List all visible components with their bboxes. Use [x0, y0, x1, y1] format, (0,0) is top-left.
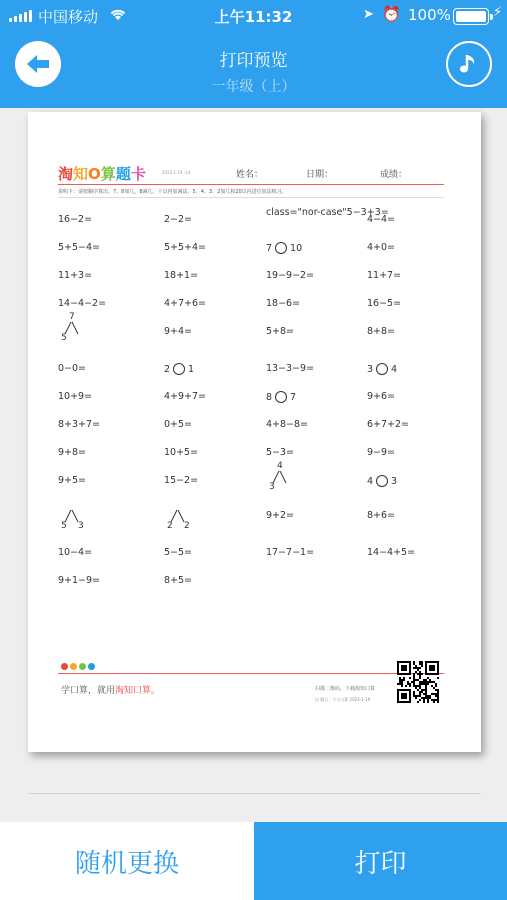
problem-item: 8+6= — [367, 510, 396, 521]
problem-item: 4+8−8= — [266, 419, 309, 430]
problem-item: 5+8= — [266, 326, 295, 337]
problem-item: class="nor-case"5−3+3= — [266, 207, 389, 218]
problem-item: 4 3 — [367, 476, 398, 487]
worksheet-logo: 淘知O算题卡 — [58, 165, 146, 183]
problem-item: 9+1−9= — [58, 575, 101, 586]
problem-item: 4+9+7= — [164, 391, 207, 402]
number-bond-tree: 5 3 — [58, 500, 88, 532]
problem-item: 8+5= — [164, 575, 193, 586]
problem-item: 9+4= — [164, 326, 193, 337]
problem-item: 18−6= — [266, 298, 301, 309]
nav-bar — [0, 32, 507, 108]
problem-item: 5−3= — [266, 447, 295, 458]
preview-area[interactable] — [0, 108, 507, 822]
problem-item: 8+3+7= — [58, 419, 101, 430]
page-title: 打印预览 — [219, 51, 288, 71]
problem-item: 14−4−2= — [58, 298, 107, 309]
problem-item: 18+1= — [164, 270, 199, 281]
charging-bolt-icon: ⚡ — [493, 5, 503, 20]
instructions-rule — [58, 197, 444, 198]
problem-item: 2 1 — [164, 364, 195, 375]
compare-circle-icon — [275, 242, 287, 254]
battery-percent: 100% — [408, 6, 451, 24]
status-time: 上午11:32 — [214, 8, 293, 26]
problem-item: 16−2= — [58, 214, 93, 225]
compare-circle-icon — [376, 363, 388, 375]
footer-logo-dots — [61, 663, 95, 670]
worksheet-header-meta: 2023.1.19 ·14· — [162, 170, 192, 175]
problem-item: 5+5+4= — [164, 242, 207, 253]
problem-item: 9+5= — [58, 475, 87, 486]
random-replace-button[interactable]: 随机更换 — [0, 822, 254, 900]
compare-circle-icon — [275, 391, 287, 403]
qr-code-icon — [397, 661, 439, 703]
problem-item: 4+0= — [367, 242, 396, 253]
grade-subtitle[interactable]: 一年级（上） — [211, 79, 296, 95]
score-field-label: 成绩： — [380, 170, 408, 180]
problem-item: 16−5= — [367, 298, 402, 309]
problem-item: 5+5−4= — [58, 242, 101, 253]
problem-item: 19−9−2= — [266, 270, 315, 281]
worksheet-page — [28, 112, 481, 752]
problem-item: 9+2= — [266, 510, 295, 521]
compare-circle-icon — [173, 363, 185, 375]
problem-item: 8+8= — [367, 326, 396, 337]
problem-item: 0−0= — [58, 363, 87, 374]
problem-item: 10+5= — [164, 447, 199, 458]
number-bond-tree: 4 3 — [266, 461, 296, 493]
problem-item: 9+8= — [58, 447, 87, 458]
problem-item: 5−5= — [164, 547, 193, 558]
problem-item: 10+9= — [58, 391, 93, 402]
problem-item: 4−4= — [367, 214, 396, 225]
problem-item: 15−2= — [164, 475, 199, 486]
problem-item: 11+3= — [58, 270, 93, 281]
music-button[interactable] — [446, 41, 492, 87]
scan-qr-text: 扫描二维码，下载淘知口算 — [315, 686, 376, 692]
location-arrow-icon: ➤ — [363, 7, 374, 22]
print-button[interactable]: 打印 — [254, 822, 507, 900]
problem-item: 9+6= — [367, 391, 396, 402]
problem-item: 0+5= — [164, 419, 193, 430]
problem-item: 9−9= — [367, 447, 396, 458]
problem-item: 13−3−9= — [266, 363, 315, 374]
problem-item: 2−2= — [164, 214, 193, 225]
compare-circle-icon — [376, 475, 388, 487]
header-rule — [58, 184, 444, 185]
footer-rule — [58, 673, 444, 674]
battery-icon — [453, 8, 489, 25]
problem-item: 10−4= — [58, 547, 93, 558]
music-note-icon — [456, 51, 482, 77]
number-bond-tree: 7 5 — [58, 312, 88, 344]
problem-item: 7 10 — [266, 243, 303, 254]
problem-item: 4+7+6= — [164, 298, 207, 309]
name-field-label: 姓名： — [236, 170, 264, 180]
problem-item: 3 4 — [367, 364, 398, 375]
status-bar — [0, 0, 507, 32]
date-field-label: 日期： — [306, 170, 334, 180]
carrier-label: 中国移动 — [38, 8, 99, 26]
problem-item: 17−7−1= — [266, 547, 315, 558]
alarm-clock-icon: ⏰ — [382, 5, 401, 23]
scan-qr-subtext: 出 题日：个人口算 2023-1-19 — [315, 697, 371, 702]
number-bond-tree: 2 2 — [164, 500, 194, 532]
problem-item: 6+7+2= — [367, 419, 410, 430]
problem-item: 14−4+5= — [367, 547, 416, 558]
preview-divider — [28, 793, 481, 794]
worksheet-instructions: 说明卡：请按顺序算出，7、8加几，8减几，十以内加减法，5、4、3、2加几和20以内进位加法练习。 — [58, 189, 287, 195]
footer-slogan: 学口算，就用淘知口算。 — [61, 686, 161, 696]
problem-item: 11+7= — [367, 270, 402, 281]
problem-item: 8 7 — [266, 392, 297, 403]
